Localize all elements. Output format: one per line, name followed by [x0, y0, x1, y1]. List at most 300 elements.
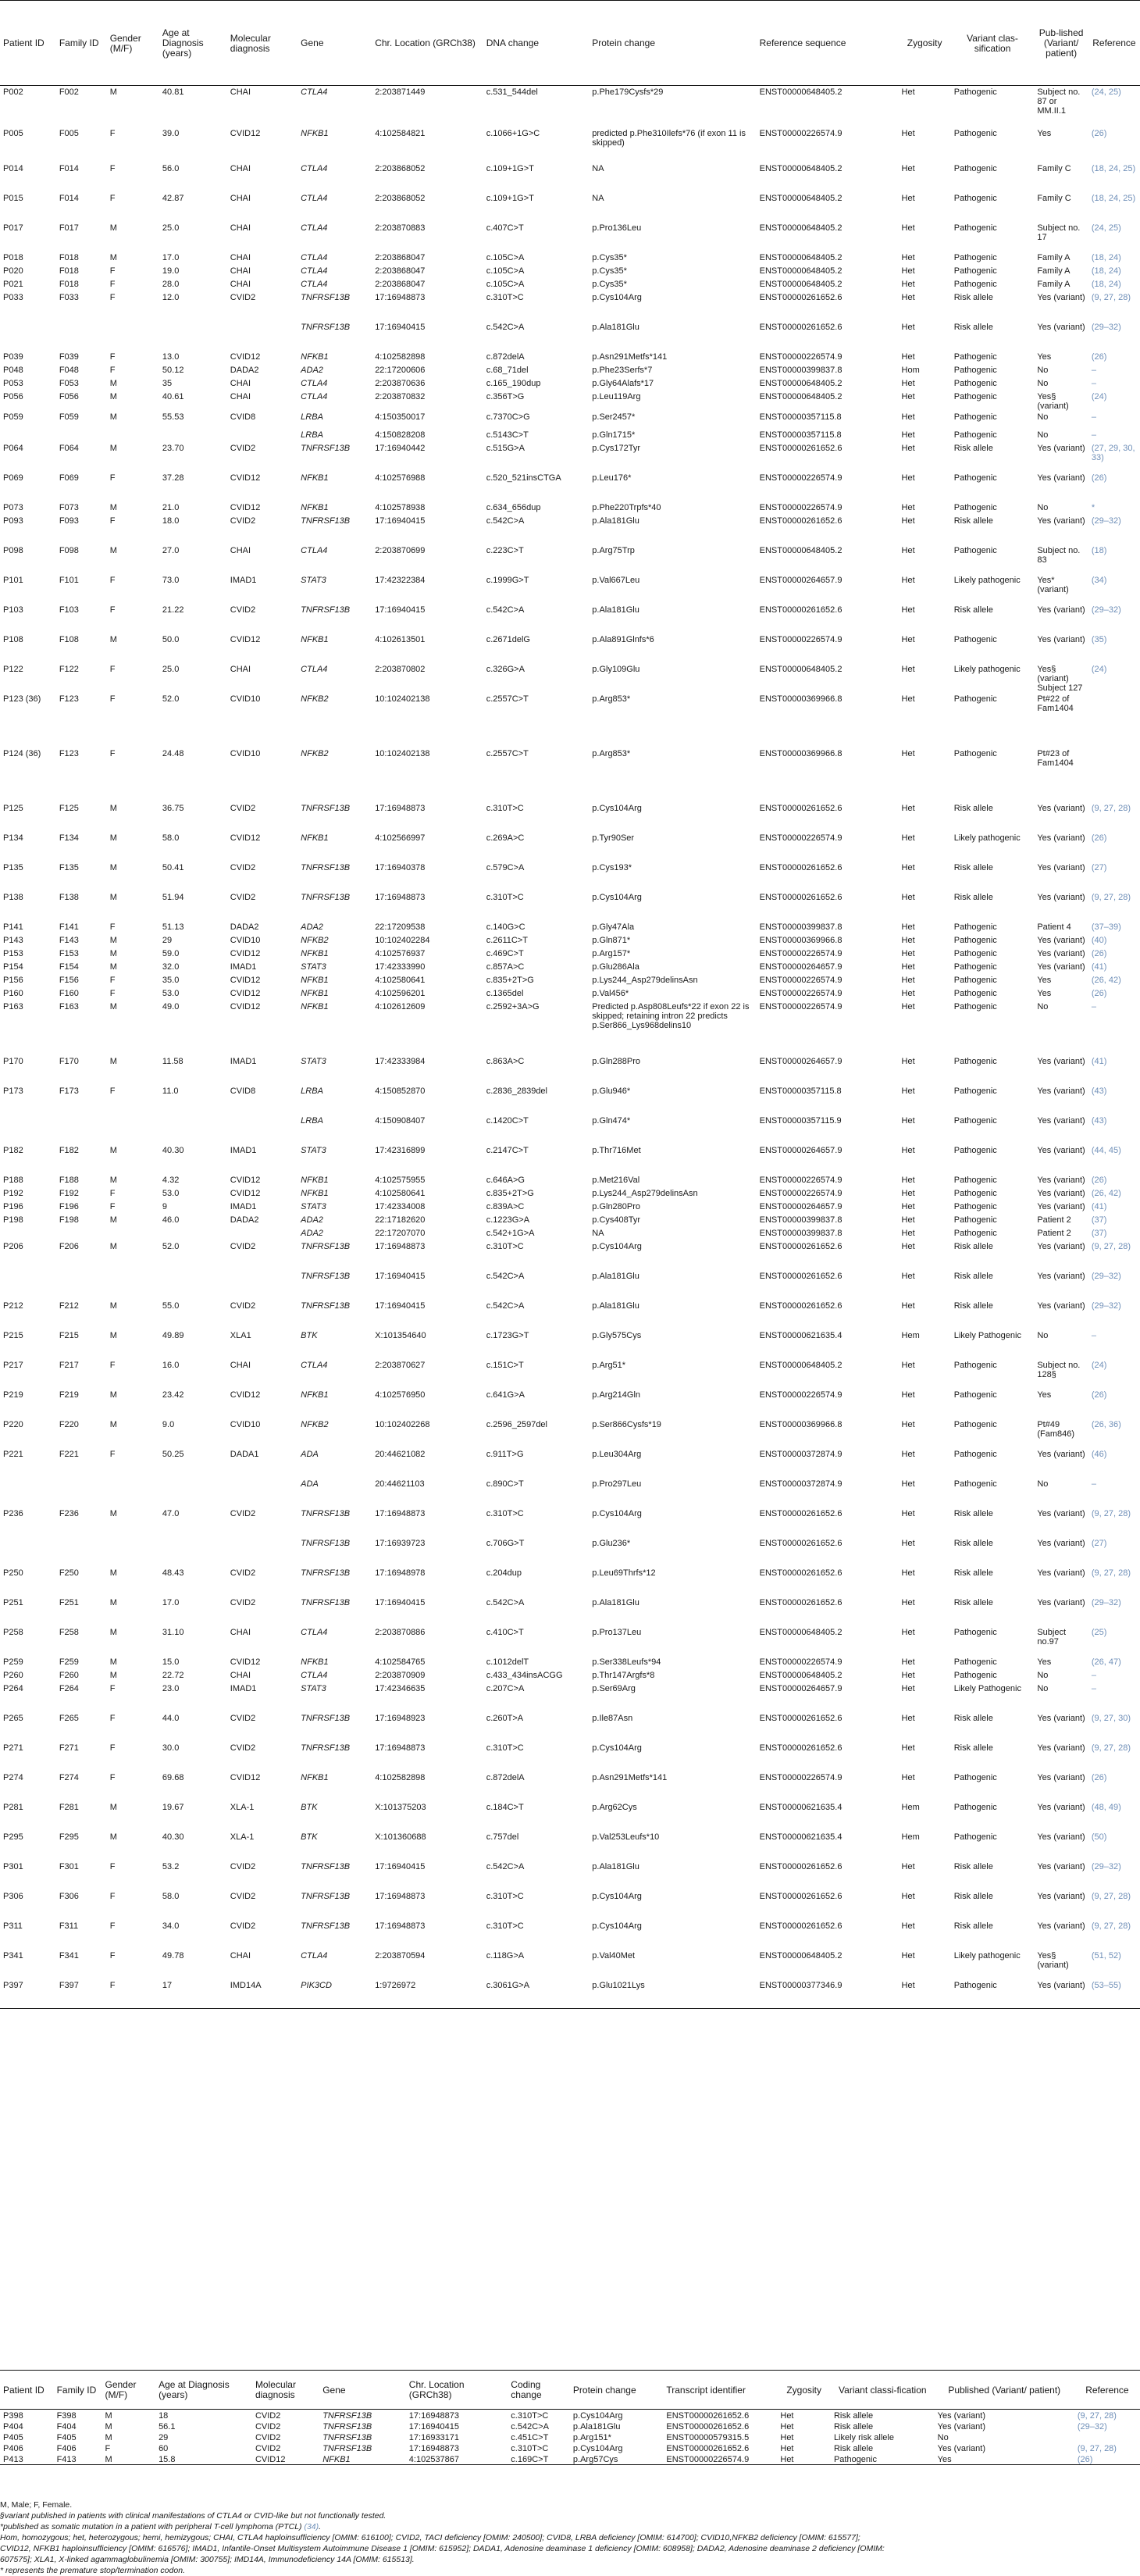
cell-family-id: F018 — [59, 252, 79, 262]
cell-age-at-diagnosis: 19.0 — [162, 266, 180, 276]
cell-molecular-diagnosis: CVID2 — [255, 2411, 281, 2421]
cell-reference[interactable]: – — [1091, 1479, 1096, 1489]
cell-reference[interactable]: (37–39) — [1091, 922, 1121, 932]
cell-family-id: F018 — [59, 279, 79, 289]
cell-reference-sequence: ENST00000261652.6 — [759, 322, 843, 332]
cell-reference[interactable]: (26) — [1091, 833, 1107, 843]
cell-reference[interactable]: – — [1091, 1670, 1096, 1680]
cell-reference[interactable]: (26) — [1091, 128, 1107, 138]
cell-dna-change: c.310T>C — [511, 2444, 549, 2453]
cell-published: Yes* (variant) — [1037, 575, 1069, 594]
cell-reference[interactable]: (9, 27, 28) — [1091, 1508, 1131, 1518]
table-row — [0, 1115, 1140, 1144]
table-row — [0, 832, 1140, 862]
cell-age-at-diagnosis: 55.53 — [162, 412, 184, 422]
cell-age-at-diagnosis: 21.0 — [162, 502, 180, 512]
cell-dna-change: c.2611C>T — [486, 935, 529, 945]
cell-molecular-diagnosis: IMAD1 — [230, 1201, 257, 1211]
cell-chr-location: 4:102582898 — [375, 351, 426, 362]
cell-family-id: F217 — [59, 1360, 79, 1370]
cell-dna-change: c.269A>C — [486, 833, 525, 843]
cell-family-id: F138 — [59, 892, 79, 902]
cell-chr-location: 10:102402268 — [375, 1419, 430, 1429]
table-row — [0, 961, 1140, 974]
cell-zygosity: Het — [901, 1657, 915, 1667]
cell-gender: F — [109, 1772, 116, 1782]
cell-molecular-diagnosis: CVID2 — [230, 803, 256, 813]
cell-protein-change: p.Gly575Cys — [592, 1330, 642, 1340]
cell-gene: NFKB2 — [301, 748, 329, 758]
cell-variant-classification: Risk allele — [953, 1713, 993, 1723]
cell-molecular-diagnosis: CHAI — [230, 87, 251, 97]
cell-dna-change: c.105C>A — [486, 279, 525, 289]
cell-reference[interactable]: (48, 49) — [1091, 1802, 1121, 1812]
cell-reference[interactable]: – — [1091, 1683, 1096, 1693]
cell-reference-sequence: ENST00000648405.2 — [759, 266, 843, 276]
cell-reference[interactable]: (9, 27, 28) — [1091, 803, 1131, 813]
cell-reference-sequence: ENST00000648405.2 — [759, 1670, 843, 1680]
cell-reference[interactable]: – — [1091, 412, 1096, 422]
cell-patient-id: P217 — [3, 1360, 23, 1370]
cell-variant-classification: Pathogenic — [953, 266, 997, 276]
cell-gene: TNFRSF13B — [322, 2422, 372, 2432]
cell-published: Yes (variant) — [1037, 516, 1085, 526]
cell-patient-id: P196 — [3, 1201, 23, 1211]
cell-reference[interactable]: (29–32) — [1091, 322, 1121, 332]
cell-protein-change: p.Gln280Pro — [592, 1201, 641, 1211]
cell-family-id: F206 — [59, 1241, 79, 1251]
cell-age-at-diagnosis: 40.81 — [162, 87, 184, 97]
cell-patient-id: P134 — [3, 833, 23, 843]
cell-age-at-diagnosis: 56.0 — [162, 163, 180, 173]
cell-published: Patient 4 — [1037, 922, 1071, 932]
cell-published: Yes (variant) — [1037, 1743, 1085, 1753]
cell-family-id: F198 — [59, 1215, 79, 1225]
cell-gene: TNFRSF13B — [301, 605, 351, 615]
cell-age-at-diagnosis: 18 — [159, 2411, 169, 2421]
cell-dna-change: c.542C>A — [486, 1271, 525, 1281]
cell-reference[interactable]: (26) — [1074, 2453, 1140, 2465]
cell-variant-classification: Pathogenic — [953, 948, 997, 958]
cell-reference-sequence: ENST00000226574.9 — [759, 1657, 843, 1667]
header-zygosity: Zygosity — [777, 2371, 831, 2410]
table-row — [0, 947, 1140, 961]
cell-protein-change: p.Ile87Asn — [592, 1713, 633, 1723]
cell-published: Yes (variant) — [1037, 803, 1085, 813]
cell-molecular-diagnosis: CHAI — [230, 391, 251, 401]
cell-protein-change: p.Arg157* — [592, 948, 631, 958]
cell-variant-classification: Likely pathogenic — [953, 1950, 1021, 1961]
cell-age-at-diagnosis: 18.0 — [162, 516, 180, 526]
cell-reference[interactable]: (26) — [1091, 988, 1107, 998]
cell-age-at-diagnosis: 23.70 — [162, 443, 184, 453]
cell-variant-classification: Pathogenic — [953, 351, 997, 362]
cell-reference[interactable]: – — [1091, 365, 1096, 375]
cell-published: Pt#49 (Fam846) — [1037, 1419, 1075, 1439]
cell-chr-location: 17:16948873 — [375, 803, 426, 813]
cell-reference[interactable]: (27, 29, 30, 33) — [1091, 443, 1135, 462]
cell-gene: TNFRSF13B — [301, 1891, 351, 1901]
cell-reference-sequence: ENST00000261652.6 — [666, 2411, 750, 2421]
cell-chr-location: 10:102402138 — [375, 694, 430, 704]
cell-chr-location: 17:16940378 — [375, 862, 426, 872]
cell-reference[interactable]: (18, 24, 25) — [1091, 163, 1136, 173]
cell-reference[interactable]: (18, 24) — [1091, 252, 1121, 262]
cell-zygosity: Het — [901, 378, 915, 388]
cell-age-at-diagnosis: 17.0 — [162, 252, 180, 262]
cell-reference[interactable]: (29–32) — [1077, 2422, 1107, 2432]
cell-protein-change: p.Cys408Tyr — [592, 1215, 641, 1225]
cell-dna-change: c.857A>C — [486, 962, 525, 972]
cell-reference[interactable]: (9, 27, 28) — [1091, 1921, 1131, 1931]
cell-reference[interactable]: – — [1091, 378, 1096, 388]
cell-reference[interactable]: (18, 24) — [1091, 279, 1121, 289]
cell-dna-change: c.184C>T — [486, 1802, 524, 1812]
cell-molecular-diagnosis: IMAD1 — [230, 1683, 257, 1693]
cell-molecular-diagnosis: DADA2 — [230, 365, 259, 375]
cell-family-id: F406 — [56, 2444, 77, 2453]
cell-gene: ADA2 — [301, 922, 323, 932]
cell-zygosity: Het — [901, 1145, 915, 1155]
cell-variant-classification: Likely pathogenic — [953, 833, 1021, 843]
cell-reference[interactable]: (26, 36) — [1091, 1419, 1121, 1429]
cell-gender: F — [109, 279, 116, 289]
cell-published: No — [1037, 1670, 1049, 1680]
cell-gene: TNFRSF13B — [301, 322, 351, 332]
cell-reference[interactable]: (44, 45) — [1091, 1145, 1121, 1155]
cell-reference[interactable]: (25) — [1091, 1627, 1107, 1637]
cell-reference[interactable]: (26) — [1091, 351, 1107, 362]
cell-chr-location: 17:16940415 — [375, 1271, 426, 1281]
cell-chr-location: 4:102537867 — [406, 2453, 508, 2465]
cell-reference[interactable]: (9, 27, 28) — [1091, 292, 1131, 302]
cell-dna-change: c.310T>C — [511, 2411, 549, 2421]
footnote-abbreviations-3: 607575]; XLA1, X-linked agammaglobulinemia [OMIM: 300755]; IMD14A, Immunodeficiency 14A [OMIM: 615513]. — [0, 2555, 415, 2564]
cell-family-id: F103 — [59, 605, 79, 615]
cell-reference[interactable]: * — [1091, 502, 1095, 512]
cell-zygosity: Het — [901, 803, 915, 813]
cell-chr-location: 22:17209538 — [375, 922, 426, 932]
cell-reference[interactable]: (9, 27, 28) — [1091, 1743, 1131, 1753]
cell-family-id: F005 — [59, 128, 79, 138]
cell-reference[interactable]: – — [1091, 1001, 1096, 1011]
cell-published: Yes (variant) — [1037, 862, 1085, 872]
cell-reference[interactable]: (26) — [1091, 1390, 1107, 1400]
cell-zygosity: Het — [901, 1479, 915, 1489]
cell-reference[interactable]: (26, 42) — [1091, 1188, 1121, 1198]
cell-reference[interactable]: (46) — [1091, 1449, 1107, 1459]
cell-zygosity: Het — [901, 1115, 915, 1126]
cell-gene: CTLA4 — [301, 1627, 328, 1637]
cell-reference[interactable]: (41) — [1091, 962, 1107, 972]
table-row — [0, 1478, 1140, 1507]
cell-reference[interactable]: (9, 27, 28) — [1091, 1891, 1131, 1901]
header-dna-change: Coding change — [508, 2371, 570, 2410]
table-row — [0, 411, 1140, 429]
cell-gender: M — [109, 1330, 117, 1340]
cell-variant-classification: Pathogenic — [953, 87, 997, 97]
cell-molecular-diagnosis: IMAD1 — [230, 962, 257, 972]
footnote-published-citation[interactable]: (34) — [304, 2522, 319, 2531]
cell-gender — [107, 429, 159, 442]
cell-reference[interactable]: (29–32) — [1091, 1861, 1121, 1871]
cell-published: Yes — [935, 2453, 1074, 2465]
cell-gender: M — [109, 1175, 117, 1185]
cell-reference[interactable]: (26) — [1091, 948, 1107, 958]
footnote-sex-legend: M, Male; F, Female. — [0, 2500, 73, 2510]
table-row — [0, 127, 1140, 162]
cell-reference[interactable]: (9, 27, 28) — [1091, 892, 1131, 902]
cell-family-id: F125 — [59, 803, 79, 813]
cell-variant-classification: Pathogenic — [953, 1188, 997, 1198]
cell-chr-location: 17:16948873 — [375, 1891, 426, 1901]
cell-zygosity: Hem — [901, 1832, 920, 1842]
cell-patient-id: P064 — [3, 443, 23, 453]
cell-molecular-diagnosis: CHAI — [230, 223, 251, 233]
cell-reference[interactable]: (27) — [1091, 1538, 1107, 1548]
header-variant-classification: Variant clas-sification — [951, 1, 1035, 86]
cell-published: Yes (variant) — [1037, 1713, 1085, 1723]
cell-protein-change: p.Ala181Glu — [592, 1597, 639, 1607]
cell-reference[interactable]: (24, 25) — [1091, 87, 1121, 97]
cell-reference[interactable]: (29–32) — [1091, 605, 1121, 615]
table-row — [0, 192, 1140, 222]
variant-table-2 — [0, 2370, 1140, 2465]
cell-gene: ADA2 — [301, 1228, 323, 1238]
cell-gender: M — [109, 1215, 117, 1225]
cell-reference[interactable]: (41) — [1091, 1201, 1107, 1211]
cell-published: Yes (variant) — [1037, 1861, 1085, 1871]
cell-reference-sequence: ENST00000264657.9 — [759, 1056, 843, 1066]
cell-molecular-diagnosis: CHAI — [230, 1360, 251, 1370]
cell-zygosity: Het — [901, 1683, 915, 1693]
cell-chr-location: 2:203870699 — [375, 545, 426, 555]
cell-reference[interactable]: (35) — [1091, 634, 1107, 644]
cell-patient-id — [0, 321, 56, 351]
cell-reference[interactable]: (26, 42) — [1091, 975, 1121, 985]
cell-reference[interactable]: (18, 24) — [1091, 266, 1121, 276]
cell-reference-sequence: ENST00000226574.9 — [759, 1001, 843, 1011]
cell-reference[interactable] — [1088, 747, 1140, 802]
cell-gender: F — [105, 2444, 111, 2453]
cell-reference[interactable]: – — [1091, 430, 1096, 440]
cell-gene: NFKB2 — [301, 694, 329, 704]
cell-zygosity: Het — [901, 252, 915, 262]
cell-molecular-diagnosis: CVID2 — [255, 2433, 281, 2442]
cell-variant-classification: Pathogenic — [953, 128, 997, 138]
cell-reference-sequence: ENST00000648405.2 — [759, 378, 843, 388]
cell-zygosity: Het — [901, 1271, 915, 1281]
cell-dna-change: c.310T>C — [486, 1743, 524, 1753]
cell-patient-id: P406 — [3, 2444, 23, 2453]
table-row — [0, 1537, 1140, 1567]
cell-family-id: F014 — [59, 163, 79, 173]
footnote-abbreviations-2: CVID12, NFKB1 haploinsufficiency [OMIM: 616576]; IMAD1, Infantile-Onset Multisystem Autoimmune Disease 1 [OMIM: 615952]; DADA1, Adenosine deaminase 1 deficiency [OMIM: 608958]; DADA2, Adenosine deaminase 2 deficiency [OMIM: — [0, 2544, 885, 2553]
cell-reference[interactable]: (37) — [1091, 1228, 1107, 1238]
cell-published: Yes (variant) — [1037, 1597, 1085, 1607]
header-reference: Reference — [1074, 2371, 1140, 2410]
cell-variant-classification: Pathogenic — [953, 163, 997, 173]
cell-dna-change: c.469C>T — [486, 948, 524, 958]
cell-reference[interactable]: (43) — [1091, 1086, 1107, 1096]
cell-reference[interactable]: (53–55) — [1088, 1979, 1140, 2009]
cell-protein-change: p.Cys104Arg — [592, 1508, 642, 1518]
cell-age-at-diagnosis: 30.0 — [162, 1743, 180, 1753]
cell-dna-change: c.1420C>T — [486, 1115, 529, 1126]
cell-molecular-diagnosis: CVID2 — [230, 1568, 256, 1578]
cell-reference[interactable]: (9, 27, 30) — [1091, 1713, 1131, 1723]
cell-chr-location: 4:150908407 — [375, 1115, 426, 1126]
cell-age-at-diagnosis: 55.0 — [162, 1300, 180, 1311]
cell-zygosity: Het — [901, 545, 915, 555]
cell-chr-location: 20:44621103 — [375, 1479, 425, 1489]
header-gender: Gender (M/F) — [102, 2371, 156, 2410]
cell-molecular-diagnosis: DADA2 — [230, 922, 259, 932]
cell-zygosity: Het — [901, 1627, 915, 1637]
cell-family-id: F017 — [59, 223, 79, 233]
cell-reference[interactable]: (24) — [1091, 664, 1107, 674]
cell-protein-change: NA — [592, 163, 604, 173]
cell-reference[interactable]: (29–32) — [1091, 1271, 1121, 1281]
cell-age-at-diagnosis: 29 — [162, 935, 173, 945]
cell-variant-classification: Likely Pathogenic — [953, 1330, 1021, 1340]
cell-reference[interactable]: (37) — [1091, 1215, 1107, 1225]
cell-chr-location: 17:16948873 — [375, 1743, 426, 1753]
cell-zygosity: Het — [901, 1056, 915, 1066]
table-row — [0, 604, 1140, 633]
cell-published: Yes (variant) — [937, 2444, 985, 2453]
table-row — [0, 1950, 1140, 1979]
cell-reference[interactable]: (18) — [1091, 545, 1107, 555]
table-row — [0, 364, 1140, 377]
cell-chr-location: 2:203868047 — [375, 279, 426, 289]
cell-gene: CTLA4 — [301, 1670, 328, 1680]
cell-reference[interactable]: (50) — [1091, 1832, 1107, 1842]
header-chr-location: Chr. Location (GRCh38) — [372, 1, 483, 86]
cell-reference-sequence: ENST00000261652.6 — [759, 1921, 843, 1931]
table-row — [0, 1507, 1140, 1537]
cell-reference[interactable] — [1088, 693, 1140, 747]
footnote-stop-codon: * represents the premature stop/termination codon. — [0, 2566, 185, 2575]
cell-reference[interactable]: (24, 25) — [1091, 223, 1121, 233]
cell-gene: TNFRSF13B — [301, 892, 351, 902]
cell-gene: LRBA — [301, 1115, 323, 1126]
cell-reference[interactable]: (41) — [1091, 1056, 1107, 1066]
cell-reference[interactable]: (29–32) — [1091, 1597, 1121, 1607]
cell-reference[interactable]: (29–32) — [1091, 1300, 1121, 1311]
cell-gender: F — [109, 605, 116, 615]
cell-reference-sequence: ENST00000261652.6 — [759, 1538, 843, 1548]
cell-dna-change: c.835+2T>G — [486, 975, 534, 985]
cell-protein-change: p.Val253Leufs*10 — [592, 1832, 660, 1842]
table-row — [0, 2432, 1140, 2442]
cell-family-id: F163 — [59, 1001, 79, 1011]
cell-family-id: F170 — [59, 1056, 79, 1066]
cell-molecular-diagnosis: CVID12 — [230, 1175, 261, 1185]
cell-family-id: F153 — [59, 948, 79, 958]
cell-gender: F — [109, 1713, 116, 1723]
cell-reference[interactable]: (26) — [1091, 1175, 1107, 1185]
cell-age-at-diagnosis: 35.0 — [162, 975, 180, 985]
cell-molecular-diagnosis: CVID12 — [230, 1772, 261, 1782]
cell-reference[interactable]: (9, 27, 28) — [1077, 2411, 1117, 2421]
cell-variant-classification: Risk allele — [953, 862, 993, 872]
cell-protein-change: p.Arg57Cys — [570, 2453, 663, 2465]
cell-published: Yes — [1037, 1657, 1052, 1667]
cell-zygosity: Het — [901, 412, 915, 422]
cell-reference[interactable]: (51, 52) — [1091, 1950, 1121, 1961]
cell-reference[interactable]: – — [1091, 1330, 1096, 1340]
cell-patient-id: P143 — [3, 935, 23, 945]
cell-gender: M — [109, 803, 117, 813]
cell-reference-sequence: ENST00000261652.6 — [759, 1300, 843, 1311]
cell-age-at-diagnosis: 9.0 — [162, 1419, 175, 1429]
cell-reference[interactable]: (27) — [1091, 862, 1107, 872]
cell-protein-change: p.Arg151* — [572, 2433, 611, 2442]
cell-molecular-diagnosis: CVID12 — [230, 351, 261, 362]
cell-reference[interactable]: (18, 24, 25) — [1091, 193, 1136, 203]
cell-reference[interactable]: (29–32) — [1091, 516, 1121, 526]
cell-chr-location: 10:102402138 — [375, 748, 430, 758]
cell-patient-id: P154 — [3, 962, 23, 972]
cell-reference[interactable]: (26) — [1091, 473, 1107, 483]
cell-reference[interactable]: (40) — [1091, 935, 1107, 945]
cell-variant-classification: Pathogenic — [953, 1228, 997, 1238]
table-row — [0, 321, 1140, 351]
cell-patient-id: P212 — [3, 1300, 23, 1311]
cell-family-id: F196 — [59, 1201, 79, 1211]
cell-reference[interactable]: (24) — [1091, 391, 1107, 401]
cell-reference[interactable]: (9, 27, 28) — [1091, 1568, 1131, 1578]
cell-reference[interactable]: (43) — [1091, 1115, 1107, 1126]
cell-age-at-diagnosis: 53.0 — [162, 1188, 180, 1198]
cell-patient-id: P260 — [3, 1670, 23, 1680]
cell-patient-id: P182 — [3, 1145, 23, 1155]
table-row — [0, 921, 1140, 934]
cell-protein-change: p.Asn291Metfs*141 — [592, 351, 668, 362]
cell-reference[interactable] — [1074, 2432, 1140, 2442]
cell-chr-location: 4:102580641 — [375, 1188, 426, 1198]
table-row — [0, 1979, 1140, 2009]
cell-reference[interactable]: (26) — [1091, 1772, 1107, 1782]
cell-family-id: F258 — [59, 1627, 79, 1637]
cell-reference[interactable]: (26, 47) — [1091, 1657, 1121, 1667]
cell-gender: M — [109, 1627, 117, 1637]
cell-published: Yes (variant) — [1037, 1921, 1085, 1931]
cell-published: Subject no. 128§ — [1037, 1360, 1081, 1379]
cell-family-id: F048 — [59, 365, 79, 375]
cell-reference[interactable]: (9, 27, 28) — [1091, 1241, 1131, 1251]
cell-reference[interactable]: (9, 27, 28) — [1077, 2444, 1117, 2453]
cell-published: Yes (variant) — [1037, 833, 1085, 843]
table-row — [0, 1300, 1140, 1329]
cell-variant-classification: Pathogenic — [953, 962, 997, 972]
cell-patient-id — [0, 1478, 56, 1507]
table-row — [0, 1626, 1140, 1656]
cell-reference[interactable]: (34) — [1091, 575, 1107, 585]
cell-family-id: F220 — [59, 1419, 79, 1429]
cell-protein-change: p.Cys172Tyr — [592, 443, 641, 453]
cell-age-at-diagnosis: 37.28 — [162, 473, 184, 483]
cell-reference-sequence: ENST00000648405.2 — [759, 1360, 843, 1370]
cell-dna-change: c.410C>T — [486, 1627, 524, 1637]
cell-protein-change: p.Cys104Arg — [572, 2411, 623, 2421]
cell-dna-change: c.207C>A — [486, 1683, 525, 1693]
cell-zygosity: Het — [901, 279, 915, 289]
cell-variant-classification: Pathogenic — [953, 1832, 997, 1842]
cell-molecular-diagnosis: CVID12 — [230, 128, 261, 138]
cell-reference[interactable]: (24) — [1091, 1360, 1107, 1370]
